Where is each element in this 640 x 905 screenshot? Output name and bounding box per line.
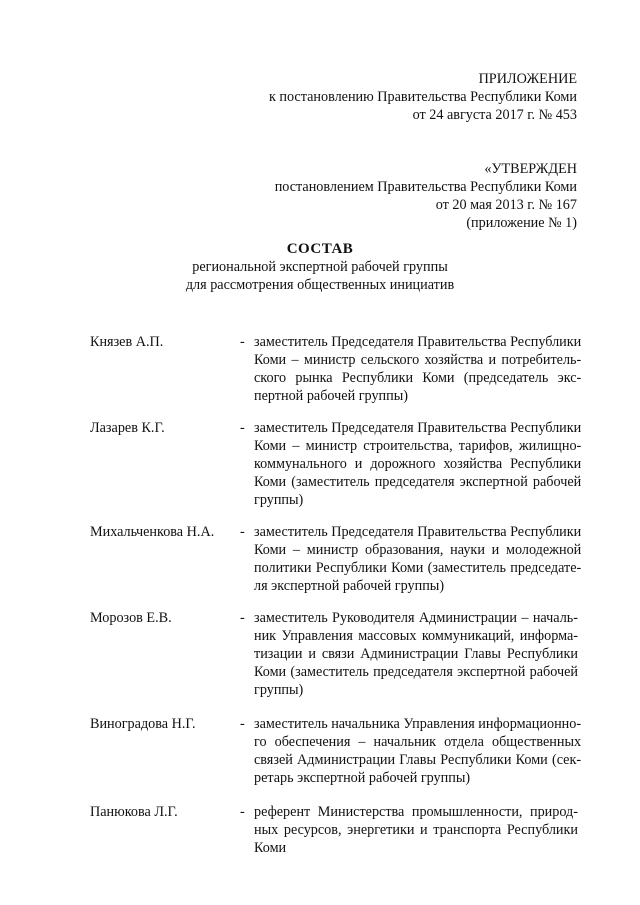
- member-dash: -: [240, 334, 245, 350]
- member-row: [90, 523, 582, 595]
- member-dash: -: [240, 610, 245, 626]
- approval-date-number: от 20 мая 2013 г. № 167: [435, 197, 577, 213]
- member-role-line: ных ресурсов, энергетики и транспорта Республики: [254, 822, 578, 838]
- member-role-line: политики Республики Коми (заместитель председате-: [254, 560, 582, 576]
- member-role: [254, 419, 581, 509]
- member-role-line: ля экспертной рабочей группы): [254, 578, 445, 594]
- member-role-line: заместитель Председателя Правительства Республики: [254, 524, 582, 540]
- member-row: [90, 419, 582, 509]
- member-role: [254, 803, 578, 857]
- member-role-line: заместитель Председателя Правительства Республики: [254, 334, 582, 350]
- approval-reference: постановлением Правительства Республики Коми: [274, 179, 577, 195]
- member-row: [90, 715, 582, 787]
- member-dash: -: [240, 716, 245, 732]
- member-row: [90, 609, 578, 699]
- document-heading: [0, 240, 640, 294]
- member-role-line: группы): [254, 492, 304, 508]
- member-role-line: ник Управления массовых коммуникаций, информа-: [254, 628, 578, 644]
- approval-annex-number: (приложение № 1): [466, 215, 577, 231]
- annex-title: ПРИЛОЖЕНИЕ: [478, 71, 577, 87]
- member-row: [90, 333, 582, 405]
- member-role-line: группы): [254, 682, 304, 698]
- member-role-line: Коми (заместитель председателя экспертной рабочей: [254, 474, 582, 490]
- member-name: Князев А.П.: [90, 334, 164, 350]
- member-role-line: заместитель Председателя Правительства Республики: [254, 420, 582, 436]
- approval-stamp: [275, 160, 577, 232]
- member-name: Лазарев К.Г.: [90, 420, 165, 436]
- annex-reference: к постановлению Правительства Республики Коми: [268, 89, 577, 105]
- member-role-line: тизации и связи Администрации Главы Республики: [254, 646, 578, 662]
- document-subtitle-line2: для рассмотрения общественных инициатив: [185, 277, 455, 293]
- member-role-line: заместитель начальника Управления информационно-: [254, 716, 582, 732]
- member-role-line: связей Администрации Главы Республики Коми (сек-: [254, 752, 582, 768]
- member-role-line: Коми (заместитель председателя экспертной рабочей: [254, 664, 578, 680]
- member-name: Панюкова Л.Г.: [90, 804, 178, 820]
- member-role-line: референт Министерства промышленности, природ-: [254, 804, 578, 820]
- document-title: СОСТАВ: [286, 241, 354, 257]
- member-name: Михальченкова Н.А.: [90, 524, 215, 540]
- member-role-line: коммунального и дорожного хозяйства Республики: [254, 456, 582, 472]
- member-role: [254, 523, 581, 595]
- member-role-line: Коми – министр строительства, тарифов, жилищно-: [254, 438, 582, 454]
- annex-header: [269, 70, 577, 124]
- member-role: [254, 609, 578, 699]
- member-role-line: ретарь экспертной рабочей группы): [254, 770, 471, 786]
- member-role-line: заместитель Руководителя Администрации – началь-: [254, 610, 578, 626]
- member-list: [90, 333, 582, 857]
- approval-title: «УТВЕРЖДЕН: [484, 161, 577, 177]
- member-role-line: Коми – министр образования, науки и молодежной: [254, 542, 582, 558]
- document-subtitle-line1: региональной экспертной рабочей группы: [192, 259, 448, 275]
- member-name: Виноградова Н.Г.: [90, 716, 196, 732]
- member-role-line: го обеспечения – начальник отдела общественных: [254, 734, 582, 750]
- member-role-line: Коми: [254, 840, 287, 856]
- member-role-line: Коми – министр сельского хозяйства и потребитель-: [254, 352, 582, 368]
- member-role: [254, 333, 581, 405]
- member-name: Морозов Е.В.: [90, 610, 172, 626]
- member-dash: -: [240, 524, 245, 540]
- member-dash: -: [240, 804, 245, 820]
- annex-date-number: от 24 августа 2017 г. № 453: [412, 107, 577, 123]
- member-role: [254, 715, 581, 787]
- member-row: [90, 803, 578, 857]
- member-dash: -: [240, 420, 245, 436]
- member-role-line: ского рынка Республики Коми (председатель экс-: [254, 370, 582, 386]
- member-role-line: пертной рабочей группы): [254, 388, 408, 404]
